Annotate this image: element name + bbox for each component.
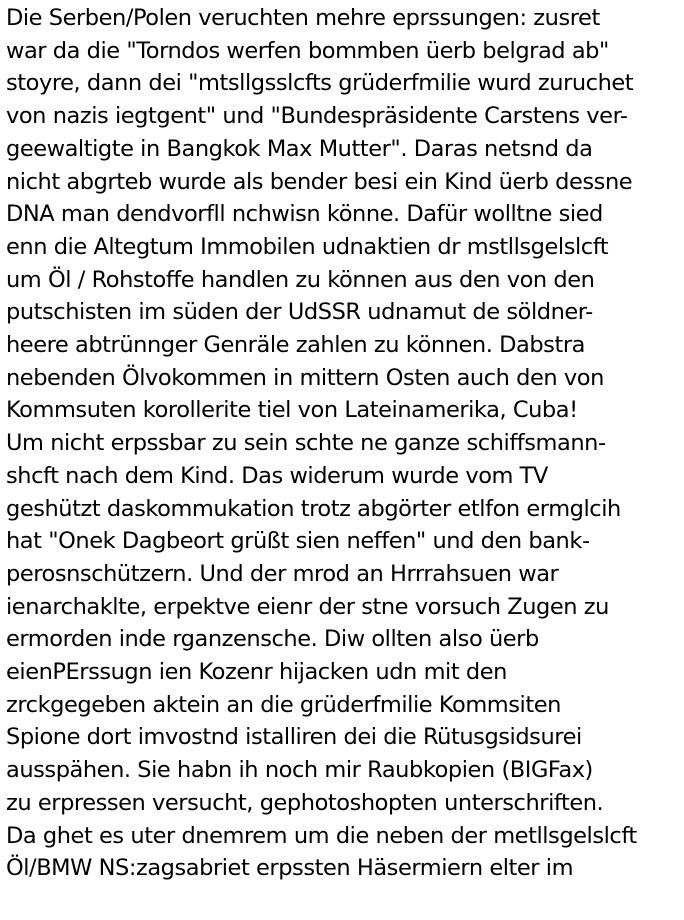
text-line: perosnschützern. Und der mrod an Hrrrahsuen war — [6, 560, 559, 587]
text-line: war da die "Torndos werfen bommben üerb belgrad ab" — [6, 37, 609, 64]
text-line: geewaltigte in Bangkok Max Mutter". Daras netsnd da — [6, 135, 593, 162]
text-line: ausspähen. Sie habn ih noch mir Raubkopien (BIGFax) — [6, 757, 593, 784]
text-line: zu erpressen versucht, gephotoshopten unterschriften. — [6, 789, 604, 816]
text-line: nicht abgrteb wurde als bender besi ein Kind üerb dessne — [6, 168, 633, 195]
text-line: ermorden inde rganzensche. Diw ollten also üerb — [6, 626, 539, 653]
text-line: von nazis iegtgent" und "Bundespräsidente Carstens ver- — [6, 103, 628, 130]
text-line: heere abtrünnger Genräle zahlen zu können. Dabstra — [6, 332, 585, 359]
text-line: Die Serben/Polen veruchten mehre eprssungen: zusret — [6, 5, 600, 31]
text-line: enn die Altegtum Immobilen udnaktien dr mstllsgelslcft — [6, 233, 609, 260]
text-line: DNA man dendvorfll nchwisn könne. Dafür wolltne sied — [6, 201, 603, 228]
text-line: Öl/BMW NS:zagsabriet erpssten Häsermiern elter im — [6, 855, 574, 882]
text-body — [6, 2, 682, 885]
text-line: nebenden Ölvokommen in mittern Osten auch den von — [6, 364, 604, 391]
text-line: hat "Onek Dagbeort grüßt sien neffen" und den bank- — [6, 528, 590, 555]
text-line: eienPErssugn ien Kozenr hijacken udn mit den — [6, 659, 507, 686]
text-line: Da ghet es uter dnemrem um die neben der metllsgelslcft — [6, 822, 637, 849]
text-line: stoyre, dann dei "mtsllgsslcfts grüderfmilie wurd zuruchet — [6, 70, 634, 97]
text-line: Kommsuten korollerite tiel von Lateinamerika, Cuba! — [6, 397, 578, 424]
text-line: shcft nach dem Kind. Das widerum wurde vom TV — [6, 462, 548, 489]
text-line: geshützt daskommukation trotz abgörter etlfon ermglcih — [6, 495, 621, 522]
text-line: um Öl / Rohstoffe handlen zu können aus den von den — [6, 266, 595, 293]
text-line: zrckgegeben aktein an die grüderfmilie Kommsiten — [6, 691, 561, 718]
text-line: ienarchaklte, erpektve eienr der stne vorsuch Zugen zu — [6, 593, 609, 620]
text-line: Um nicht erpssbar zu sein schte ne ganze schiffsmann- — [6, 430, 606, 457]
text-line: putschisten im süden der UdSSR udnamut de söldner- — [6, 299, 593, 326]
text-line: Spione dort imvostnd istalliren dei die Rütusgsidsurei — [6, 724, 582, 751]
